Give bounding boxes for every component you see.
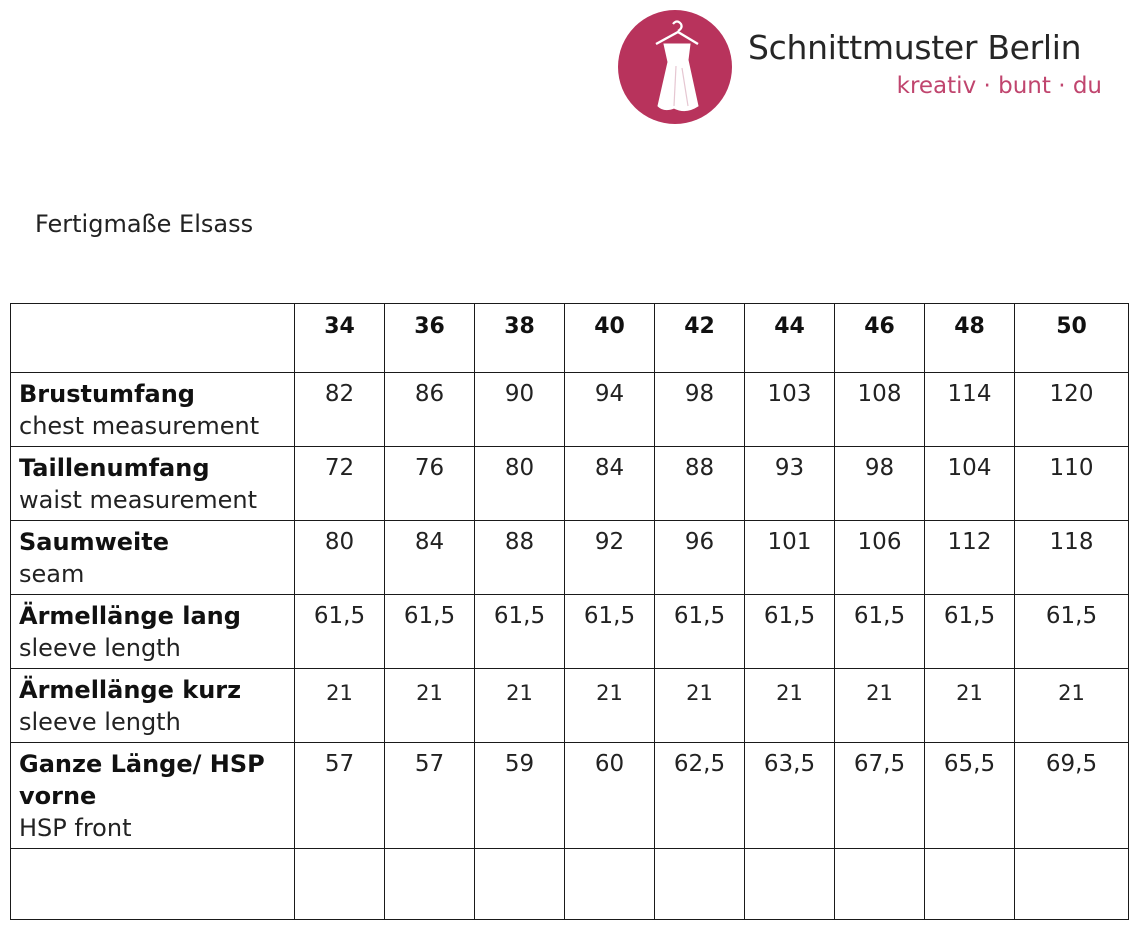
value-cell: 67,5 <box>835 743 925 849</box>
value-cell: 106 <box>835 521 925 595</box>
value-cell: 88 <box>655 447 745 521</box>
value-cell: 69,5 <box>1015 743 1129 849</box>
table-row <box>11 447 1129 521</box>
row-label-cell <box>11 447 295 521</box>
size-header-cell: 40 <box>565 304 655 373</box>
value-cell: 65,5 <box>925 743 1015 849</box>
value-cell: 61,5 <box>745 595 835 669</box>
value-cell: 59 <box>475 743 565 849</box>
value-cell: 88 <box>475 521 565 595</box>
value-cell: 21 <box>385 669 475 743</box>
row-label-cell <box>11 595 295 669</box>
value-cell: 80 <box>295 521 385 595</box>
value-cell: 82 <box>295 373 385 447</box>
empty-cell <box>835 849 925 920</box>
size-header-row <box>11 304 1129 373</box>
value-cell: 57 <box>385 743 475 849</box>
row-label-english: waist measurement <box>19 486 257 514</box>
empty-cell <box>295 849 385 920</box>
size-header-cell: 46 <box>835 304 925 373</box>
size-header-cell: 36 <box>385 304 475 373</box>
brand-tagline: kreativ · bunt · du <box>896 73 1102 99</box>
value-cell: 80 <box>475 447 565 521</box>
empty-cell <box>925 849 1015 920</box>
table-row <box>11 595 1129 669</box>
document-title: Fertigmaße Elsass <box>35 210 254 238</box>
value-cell: 96 <box>655 521 745 595</box>
value-cell: 21 <box>655 669 745 743</box>
empty-cell <box>655 849 745 920</box>
value-cell: 108 <box>835 373 925 447</box>
value-cell: 21 <box>565 669 655 743</box>
size-header-cell: 42 <box>655 304 745 373</box>
value-cell: 93 <box>745 447 835 521</box>
row-label-english: chest measurement <box>19 412 260 440</box>
size-header-cell: 34 <box>295 304 385 373</box>
value-cell: 72 <box>295 447 385 521</box>
value-cell: 21 <box>925 669 1015 743</box>
value-cell: 84 <box>565 447 655 521</box>
value-cell: 92 <box>565 521 655 595</box>
value-cell: 21 <box>835 669 925 743</box>
brand-name: Schnittmuster Berlin <box>748 28 1082 67</box>
row-label-cell <box>11 743 295 849</box>
value-cell: 62,5 <box>655 743 745 849</box>
value-cell: 61,5 <box>1015 595 1129 669</box>
value-cell: 76 <box>385 447 475 521</box>
value-cell: 61,5 <box>475 595 565 669</box>
empty-cell <box>565 849 655 920</box>
empty-table-row <box>11 849 1129 920</box>
row-label-german: Ärmellänge kurz <box>19 676 242 704</box>
table-row <box>11 521 1129 595</box>
table-row <box>11 669 1129 743</box>
value-cell: 118 <box>1015 521 1129 595</box>
header-corner-cell <box>11 304 295 373</box>
value-cell: 104 <box>925 447 1015 521</box>
value-cell: 63,5 <box>745 743 835 849</box>
empty-cell <box>11 849 295 920</box>
row-label-cell <box>11 373 295 447</box>
value-cell: 101 <box>745 521 835 595</box>
row-label-cell <box>11 521 295 595</box>
dress-on-hanger-icon <box>618 10 732 124</box>
measurement-table <box>10 303 1129 920</box>
row-label-german: Brustumfang <box>19 380 195 408</box>
value-cell: 84 <box>385 521 475 595</box>
size-header-cell: 38 <box>475 304 565 373</box>
value-cell: 114 <box>925 373 1015 447</box>
value-cell: 61,5 <box>925 595 1015 669</box>
row-label-english: seam <box>19 560 85 588</box>
table-row <box>11 743 1129 849</box>
brand-logo-badge <box>618 10 732 124</box>
value-cell: 112 <box>925 521 1015 595</box>
value-cell: 103 <box>745 373 835 447</box>
size-header-cell: 50 <box>1015 304 1129 373</box>
table-row <box>11 373 1129 447</box>
value-cell: 21 <box>745 669 835 743</box>
value-cell: 61,5 <box>385 595 475 669</box>
value-cell: 98 <box>835 447 925 521</box>
empty-cell <box>385 849 475 920</box>
value-cell: 61,5 <box>295 595 385 669</box>
value-cell: 21 <box>295 669 385 743</box>
value-cell: 61,5 <box>835 595 925 669</box>
value-cell: 61,5 <box>565 595 655 669</box>
size-header-cell: 44 <box>745 304 835 373</box>
value-cell: 60 <box>565 743 655 849</box>
value-cell: 61,5 <box>655 595 745 669</box>
empty-cell <box>1015 849 1129 920</box>
value-cell: 21 <box>1015 669 1129 743</box>
value-cell: 120 <box>1015 373 1129 447</box>
row-label-english: HSP front <box>19 814 132 842</box>
row-label-english: sleeve length <box>19 708 181 736</box>
empty-cell <box>475 849 565 920</box>
size-header-cell: 48 <box>925 304 1015 373</box>
value-cell: 110 <box>1015 447 1129 521</box>
row-label-german: Taillenumfang <box>19 454 210 482</box>
value-cell: 98 <box>655 373 745 447</box>
value-cell: 21 <box>475 669 565 743</box>
value-cell: 57 <box>295 743 385 849</box>
value-cell: 94 <box>565 373 655 447</box>
row-label-german: Saumweite <box>19 528 169 556</box>
value-cell: 86 <box>385 373 475 447</box>
row-label-german: Ganze Länge/ HSP vorne <box>19 750 265 810</box>
row-label-german: Ärmellänge lang <box>19 602 241 630</box>
row-label-cell <box>11 669 295 743</box>
empty-cell <box>745 849 835 920</box>
value-cell: 90 <box>475 373 565 447</box>
row-label-english: sleeve length <box>19 634 181 662</box>
